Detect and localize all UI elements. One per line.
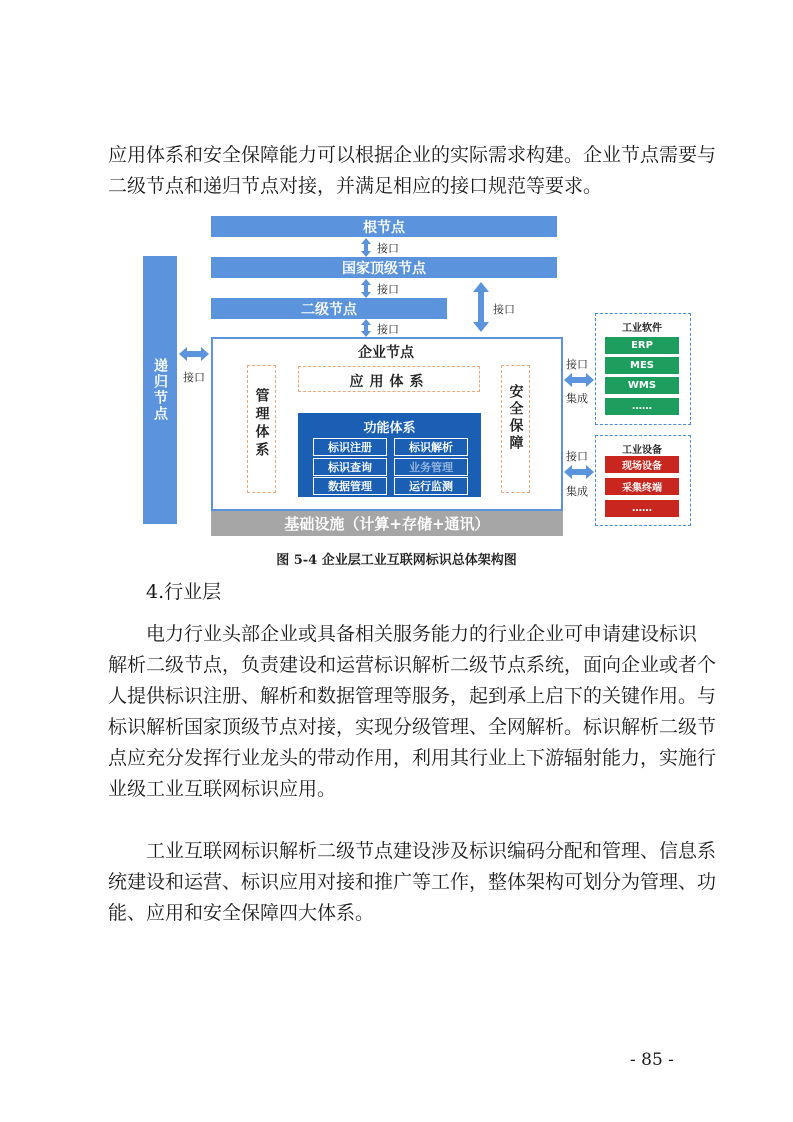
function-system-title: 功能体系	[363, 421, 416, 436]
management-system-label: 管理体系	[253, 388, 270, 460]
text-line: 应用体系和安全保障能力可以根据企业的实际需求构建。企业节点需要与	[108, 144, 717, 166]
secondary-node-bar: 二级节点	[211, 298, 447, 319]
section-heading: 4.行业层	[146, 581, 222, 603]
function-cell: 运行监测	[394, 477, 468, 495]
text-line: 电力行业头部企业或具备相关服务能力的行业企业可申请建设标识	[146, 623, 698, 645]
function-cell: 数据管理	[313, 477, 387, 495]
software-item: ERP	[605, 337, 679, 354]
text-line: 工业互联网标识解析二级节点建设涉及标识编码分配和管理、信息系	[146, 840, 717, 862]
integrate-label: 集成	[566, 485, 588, 498]
software-item: ……	[605, 398, 679, 415]
paragraph-architecture	[108, 836, 717, 929]
application-system-label: 应用体系	[349, 374, 430, 390]
device-item: 现场设备	[605, 456, 679, 473]
text-line: 人提供标识注册、解析和数据管理等服务，起到承上启下的关键作用。与	[108, 685, 717, 707]
double-arrow-icon	[361, 238, 371, 257]
national-node-bar: 国家顶级节点	[211, 257, 557, 278]
integrate-label: 集成	[566, 392, 588, 405]
text-line: 业级工业互联网标识应用。	[108, 778, 337, 800]
enterprise-node-title: 企业节点	[358, 345, 414, 361]
page-number: - 85 -	[630, 1050, 674, 1070]
root-node-bar: 根节点	[211, 216, 557, 237]
interface-label: 接口	[566, 358, 588, 371]
text-line: 解析二级节点，负责建设和运营标识解析二级节点系统，面向企业或者个	[108, 654, 717, 676]
text-line: 能、应用和安全保障四大体系。	[108, 902, 375, 924]
industrial-device-title: 工业设备	[622, 445, 662, 456]
text-line: 标识解析国家顶级节点对接，实现分级管理、全网解析。标识解析二级节	[108, 716, 717, 738]
double-arrow-icon	[361, 319, 371, 337]
text-line: 点应充分发挥行业龙头的带动作用，利用其行业上下游辐射能力，实施行	[108, 747, 717, 769]
interface-label: 接口	[493, 303, 515, 316]
function-cell: 标识查询	[313, 458, 387, 476]
function-cell: 业务管理	[394, 458, 468, 476]
figure-caption: 图 5-4 企业层工业互联网标识总体架构图	[276, 553, 517, 568]
interface-label: 接口	[566, 450, 588, 463]
text-line: 统建设和运营、标识应用对接和推广等工作，整体架构可划分为管理、功	[108, 871, 717, 893]
device-item: 采集终端	[605, 478, 679, 495]
double-arrow-icon	[361, 279, 371, 298]
paragraph-industry	[108, 619, 717, 805]
function-cell: 标识解析	[394, 438, 468, 456]
industrial-software-title: 工业软件	[622, 323, 662, 334]
double-arrow-icon	[473, 282, 489, 332]
interface-label: 接口	[377, 242, 399, 255]
double-arrow-icon	[564, 465, 594, 479]
text-line: 二级节点和递归节点对接，并满足相应的接口规范等要求。	[108, 175, 603, 197]
double-arrow-icon	[179, 347, 209, 361]
infrastructure-bar: 基础设施（计算+存储+通讯）	[211, 511, 563, 536]
interface-label: 接口	[377, 323, 399, 336]
device-item: ……	[605, 500, 679, 517]
interface-label: 接口	[377, 283, 399, 296]
security-system-label: 安全保障	[507, 384, 524, 452]
interface-label: 接口	[183, 371, 205, 384]
software-item: MES	[605, 357, 679, 374]
double-arrow-icon	[564, 373, 594, 387]
software-item: WMS	[605, 377, 679, 394]
function-cell: 标识注册	[313, 438, 387, 456]
function-system-box	[298, 413, 481, 497]
recursive-node-bar: 递归节点	[143, 256, 177, 524]
